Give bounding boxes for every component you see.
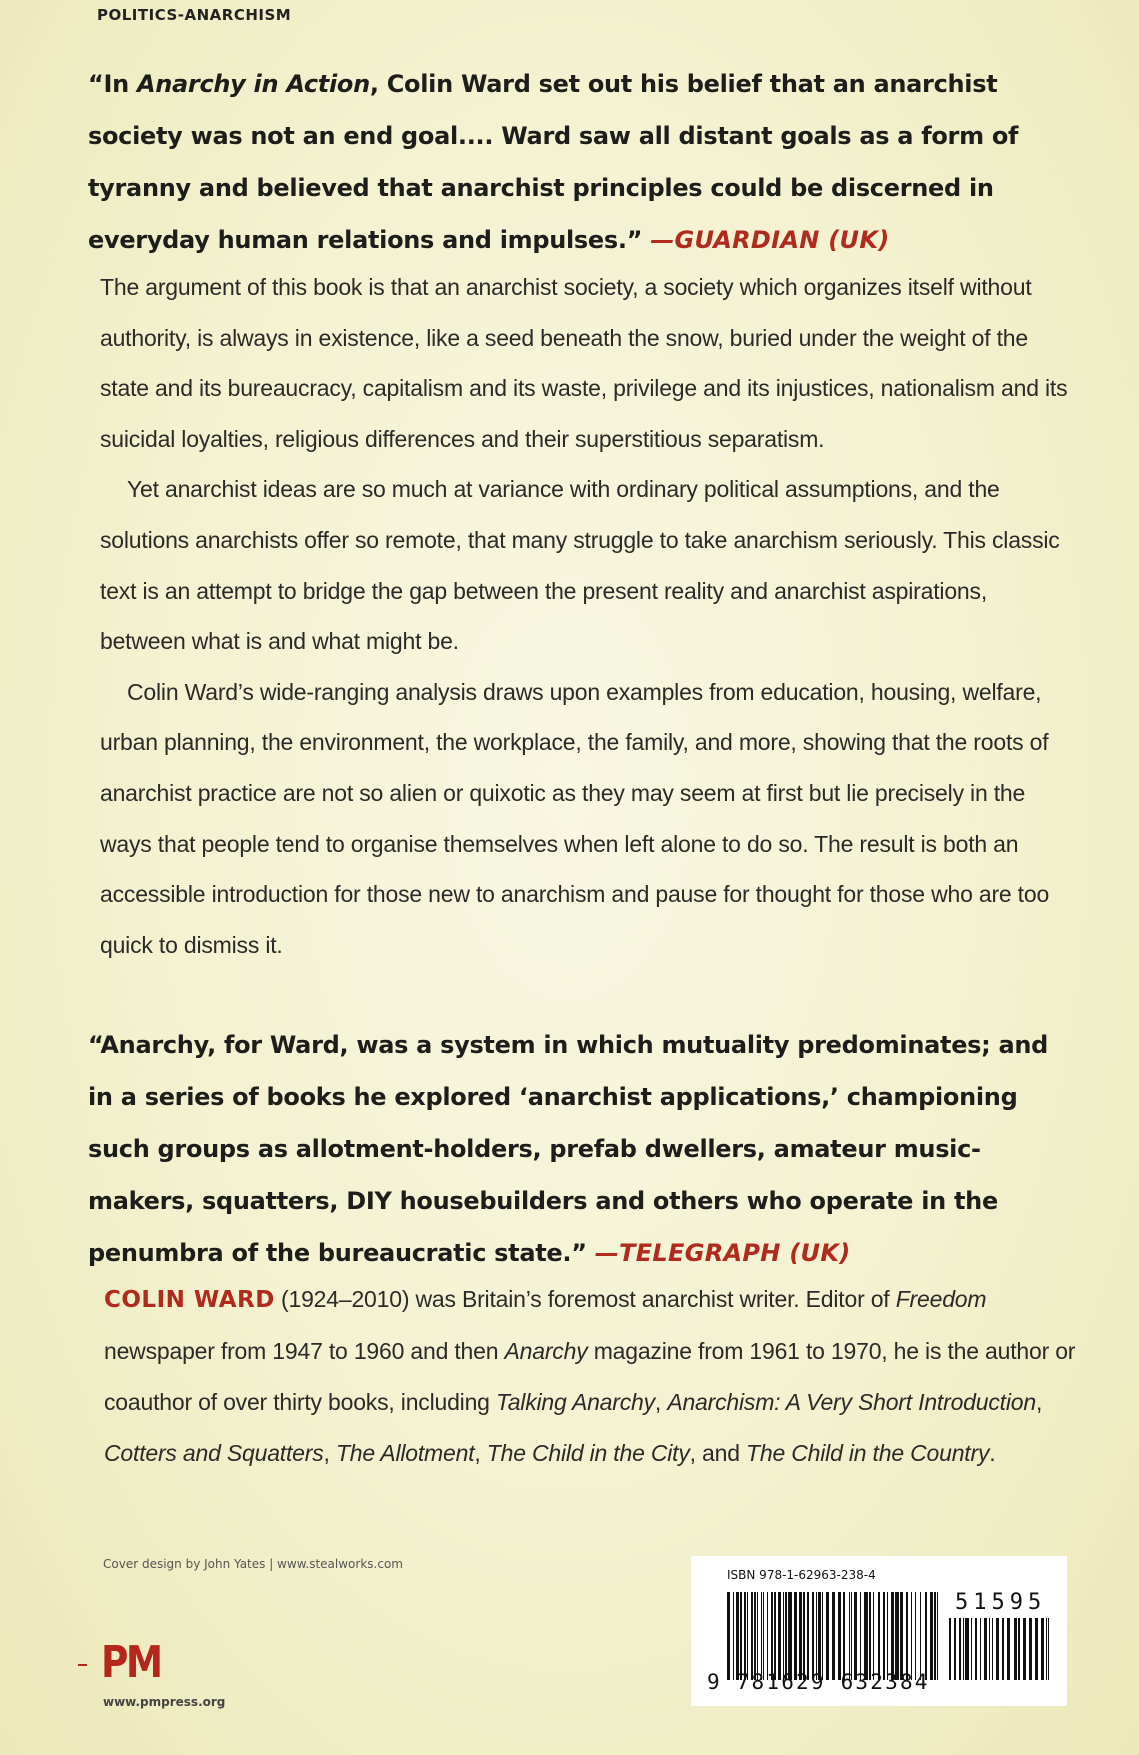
review-quote-telegraph <box>88 1019 1078 1279</box>
quote-book-title: Anarchy in Action <box>136 70 370 98</box>
barcode-ean13-icon <box>727 1592 939 1680</box>
bio-sep: , <box>323 1440 336 1466</box>
description-paragraph-3: Colin Ward’s wide-ranging analysis draws upon examples from education, housing, welfare, urban planning, the environment, the workplace, the family, and more, showing that the roots of anarchist practice are not so alien or quixotic as they may seem at first but lie precisely in the ways that people tend to organise themselves when left alone to do so. The result is both an accessible introduction for those new to anarchism and pause for thought for those who are too quick to dismiss it. <box>100 678 1050 958</box>
description-paragraph-2: Yet anarchist ideas are so much at variance with ordinary political assumptions, and the solutions anarchists offer so remote, that many struggle to take anarchism seriously. This classic text is an attempt to bridge the gap between the present reality and anarchist aspirations, between what is and what might be. <box>100 476 1060 655</box>
pm-press-logo: PM <box>101 1637 161 1688</box>
barcode-digits: 9 781629 632384 <box>707 1670 930 1694</box>
bio-sep: , and <box>689 1440 747 1466</box>
quote-source: —GUARDIAN (UK) <box>650 226 890 254</box>
bio-text: newspaper from 1947 to 1960 and then <box>104 1338 505 1364</box>
bio-book-4: The Allotment <box>335 1440 475 1466</box>
bio-title-freedom: Freedom <box>895 1286 987 1312</box>
bio-sep: , <box>1035 1389 1043 1415</box>
cover-design-credit: Cover design by John Yates | www.stealworks.com <box>103 1557 403 1571</box>
bio-book-1: Talking Anarchy <box>495 1389 655 1415</box>
bio-text: magazine from 1961 to 1970, he is the author or coauthor of over thirty books, including <box>104 1338 1076 1415</box>
logo-mark <box>78 1664 87 1666</box>
review-quote-guardian <box>88 58 1078 266</box>
quote-text: “Anarchy, for Ward, was a system in which mutuality predominates; and in a series of books he explored ‘anarchist applications,’ championing such groups as allotment-holders, prefab dwellers, amateur music-makers, squatters, DIY housebuilders and others who operate in the penumbra of the bureaucratic state.” <box>88 1031 1049 1267</box>
author-name: COLIN WARD <box>104 1287 275 1313</box>
book-description <box>100 262 1070 970</box>
author-bio <box>104 1274 1076 1479</box>
bio-title-anarchy: Anarchy <box>504 1338 588 1364</box>
barcode-box <box>691 1556 1067 1706</box>
bio-book-2: Anarchism: A Very Short Introduction <box>667 1389 1036 1415</box>
bio-text: (1924–2010) was Britain’s foremost anarchist writer. Editor of <box>274 1286 896 1312</box>
quote-open: “In <box>88 70 137 98</box>
bio-end: . <box>989 1440 996 1466</box>
bio-book-6: The Child in the Country <box>746 1440 990 1466</box>
bio-book-3: Cotters and Squatters <box>104 1440 324 1466</box>
barcode-addon-icon <box>949 1618 1049 1680</box>
publisher-website: www.pmpress.org <box>103 1695 226 1709</box>
isbn-text: ISBN 978-1-62963-238-4 <box>727 1568 876 1582</box>
quote-text: , Colin Ward set out his belief that an anarchist society was not an end goal.... Ward saw all distant goals as a form of tyranny and believed that anarchist principles could be discerned in everyday human relations and impulses.” <box>88 70 1019 254</box>
category-label: POLITICS-ANARCHISM <box>97 6 292 24</box>
bio-sep: , <box>474 1440 487 1466</box>
quote-source: —TELEGRAPH (UK) <box>594 1239 851 1267</box>
bio-sep: , <box>654 1389 668 1415</box>
description-paragraph-1: The argument of this book is that an anarchist society, a society which organizes itself without authority, is always in existence, like a seed beneath the snow, buried under the weight of the state and its bureaucracy, capitalism and its waste, privilege and its injustices, nationalism and its suicidal loyalties, religious differences and their superstitious separatism. <box>100 274 1068 452</box>
bio-book-5: The Child in the City <box>486 1440 690 1466</box>
price-code: 51595 <box>955 1590 1047 1615</box>
